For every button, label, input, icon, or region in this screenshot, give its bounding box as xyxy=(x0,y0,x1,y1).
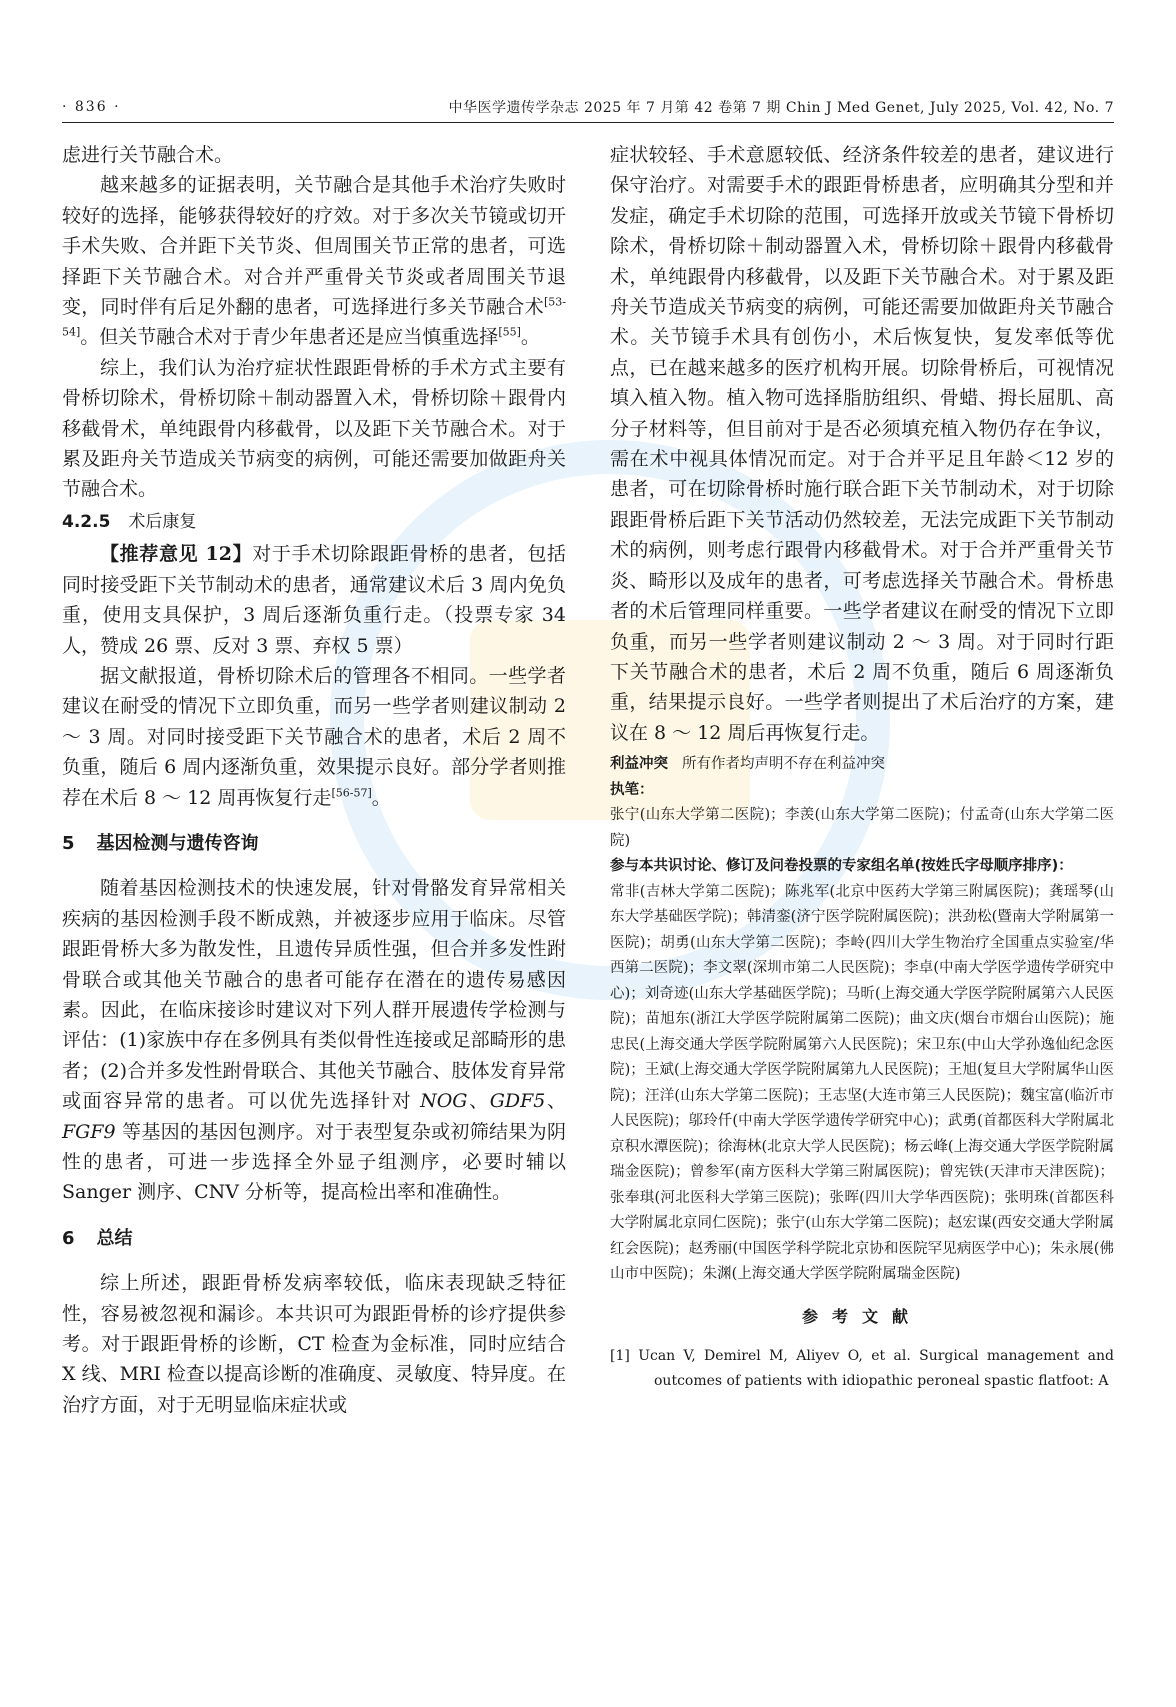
paragraph: 综上所述，跟距骨桥发病率较低，临床表现缺乏特征性，容易被忽视和漏诊。本共识可为跟距骨桥的诊疗提供参考。对于跟距骨桥的诊断，CT 检查为金标准，同时应结合 X 线、MRI 检查以提高诊断的准确度、灵敏度、特异度。在治疗方面，对于无明显临床症状或 xyxy=(62,1272,566,1416)
paragraph: 随着基因检测技术的快速发展，针对骨骼发育异常相关疾病的基因检测手段不断成熟，并被逐步应用于临床。尽管跟距骨桥大多为散发性，且遗传异质性强，但合并多发性跗骨联合或其他关节融合的患者可能存在潜在的遗传易感因素。因此，在临床接诊时建议对下列人群开展遗传学检测与评估：(1)家族中存在多例具有类似骨性连接或足部畸形的患者；(2)合并多发性跗骨联合、其他关节融合、肢体发育异常或面容异常的患者。可以优先选择针对 NOG、GDF5、FGF9 等基因的基因包测序。对于表型复杂或初筛结果为阴性的患者，可进一步选择全外显子组测序，必要时辅以 Sanger 测序、CNV 分析等，提高检出率和准确性。 xyxy=(62,877,566,1204)
recommendation: 【推荐意见 12】对于手术切除跟距骨桥的患者，包括同时接受距下关节制动术的患者，通常建议术后 3 周内免负重，使用支具保护，3 周后逐渐负重行走。（投票专家 34 人，赞成 26 票、反对 3 票、弃权 5 票） xyxy=(62,543,566,657)
subsection-heading: 4.2.5 术后康复 xyxy=(62,511,197,532)
paragraph: 据文献报道，骨桥切除术后的管理各不相同。一些学者建议在耐受的情况下立即负重，而另一些学者则建议制动 2 ～ 3 周。对同时接受距下关节融合术的患者，术后 2 周不负重，随后 6 周内逐渐负重，效果提示良好。部分学者则推荐在术后 8 ～ 12 周再恢复行走[56-57]。 xyxy=(62,664,566,809)
conflict-of-interest: 利益冲突 所有作者均声明不存在利益冲突 xyxy=(610,756,885,773)
section-heading: 6 总结 xyxy=(62,1227,133,1249)
paragraph: 综上，我们认为治疗症状性跟距骨桥的手术方式主要有骨桥切除术，骨桥切除＋制动器置入术，骨桥切除＋跟骨内移截骨术，单纯跟骨内移截骨，以及距下关节融合术。对于累及距舟关节造成关节病变的病例，可能还需要加做距舟关节融合术。 xyxy=(62,356,566,501)
running-header xyxy=(62,92,1114,123)
citation: [56-57] xyxy=(331,786,372,800)
right-column xyxy=(610,140,1114,1394)
section-heading: 5 基因检测与遗传咨询 xyxy=(62,832,259,854)
paragraph: 症状较轻、手术意愿较低、经济条件较差的患者，建议进行保守治疗。对需要手术的跟距骨桥患者，应明确其分型和并发症，确定手术切除的范围，可选择开放或关节镜下骨桥切除术，骨桥切除＋制动器置入术，骨桥切除＋跟骨内移截骨术，单纯跟骨内移截骨，以及距下关节融合术。对于累及距舟关节造成关节病变的病例，可能还需要加做距舟关节融合术。关节镜手术具有创伤小，术后恢复快，复发率低等优点，已在越来越多的医疗机构开展。切除骨桥后，可视情况填入植入物。植入物可选择脂肪组织、骨蜡、拇长屈肌、高分子材料等，但目前对于是否必须填充植入物仍存在争议，需在术中视具体情况而定。对于合并平足且年龄＜12 岁的患者，可在切除骨桥时施行联合距下关节制动术，对于切除跟距骨桥后距下关节活动仍然较差，无法完成距下关节制动术的病例，则考虑行跟骨内移截骨术。对于合并严重骨关节炎、畸形以及成年的患者，可考虑选择关节融合术。骨桥患者的术后管理同样重要。一些学者建议在耐受的情况下立即负重，而另一些学者则建议制动 2 ～ 3 周。对于同时行距下关节融合术的患者，术后 2 周不负重，随后 6 周逐渐负重，结果提示良好。一些学者则提出了术后治疗的方案，建议在 8 ～ 12 周后再恢复行走。 xyxy=(610,144,1114,744)
reference-item: [1] Ucan V, Demirel M, Aliyev O, et al. Surgical management and outcomes of patients with idiopathic peroneal spastic flatfoot: A xyxy=(610,1348,1114,1390)
references-heading: 参考文献 xyxy=(801,1306,922,1326)
expert-list: 参与本共识讨论、修订及问卷投票的专家组名单(按姓氏字母顺序排序)： 常非(吉林大学第二医院)；陈兆军(北京中医药大学第三附属医院)；龚瑶琴(山东大学基础医学院)；韩清銮(济宁医学院附属医院)；洪劲松(暨南大学附属第一医院)；胡勇(山东大学第二医院)；李岭(四川大学生物治疗全国重点实验室/华西第二医院)；李文翠(深圳市第二人民医院)；李卓(中南大学医学遗传学研究中心)；刘奇迹(山东大学基础医学院)；马昕(上海交通大学医学院附属第六人民医院)；苗旭东(浙江大学医学院附属第二医院)；曲文庆(烟台市烟台山医院)；施忠民(上海交通大学医学院附属第六人民医院)；宋卫东(中山大学孙逸仙纪念医院)；王斌(上海交通大学医学院附属第九人民医院)；王旭(复旦大学附属华山医院)；汪洋(山东大学第二医院)；王志坚(大连市第三人民医院)；魏宝富(临沂市人民医院)；邬玲仟(中南大学医学遗传学研究中心)；武勇(首都医科大学附属北京积水潭医院)；徐海林(北京大学人民医院)；杨云峰(上海交通大学医学院附属瑞金医院)；曾参军(南方医科大学第三附属医院)；曾宪铁(天津市天津医院)；张奉琪(河北医科大学第三医院)；张晖(四川大学华西医院)；张明珠(首都医科大学附属北京同仁医院)；张宁(山东大学第二医院)；赵宏谋(西安交通大学附属红会医院)；赵秀丽(中国医学科学院北京协和医院罕见病医学中心)；朱永展(佛山市中医院)；朱渊(上海交通大学医学院附属瑞金医院) xyxy=(610,858,1114,1283)
left-column xyxy=(62,140,566,1420)
authors: 执笔： 张宁(山东大学第二医院)；李羡(山东大学第二医院)；付孟奇(山东大学第二医院) xyxy=(610,781,1114,849)
page-number: · 836 · xyxy=(62,99,121,115)
journal-info: 中华医学遗传学杂志 2025 年 7 月第 42 卷第 7 期 Chin J Med Genet, July 2025, Vol. 42, No. 7 xyxy=(448,100,1114,116)
citation: [53-54] xyxy=(62,295,566,340)
citation: [55] xyxy=(498,326,521,340)
paragraph: 虑进行关节融合术。 xyxy=(62,144,234,166)
paragraph: 越来越多的证据表明，关节融合是其他手术治疗失败时较好的选择，能够获得较好的疗效。对于多次关节镜或切开手术失败、合并距下关节炎、但周围关节正常的患者，可选择距下关节融合术。对合并严重骨关节炎或者周围关节退变，同时伴有后足外翻的患者，可选择进行多关节融合术[53-54]。但关节融合术对于青少年患者还是应当慎重选择[55]。 xyxy=(62,174,566,349)
